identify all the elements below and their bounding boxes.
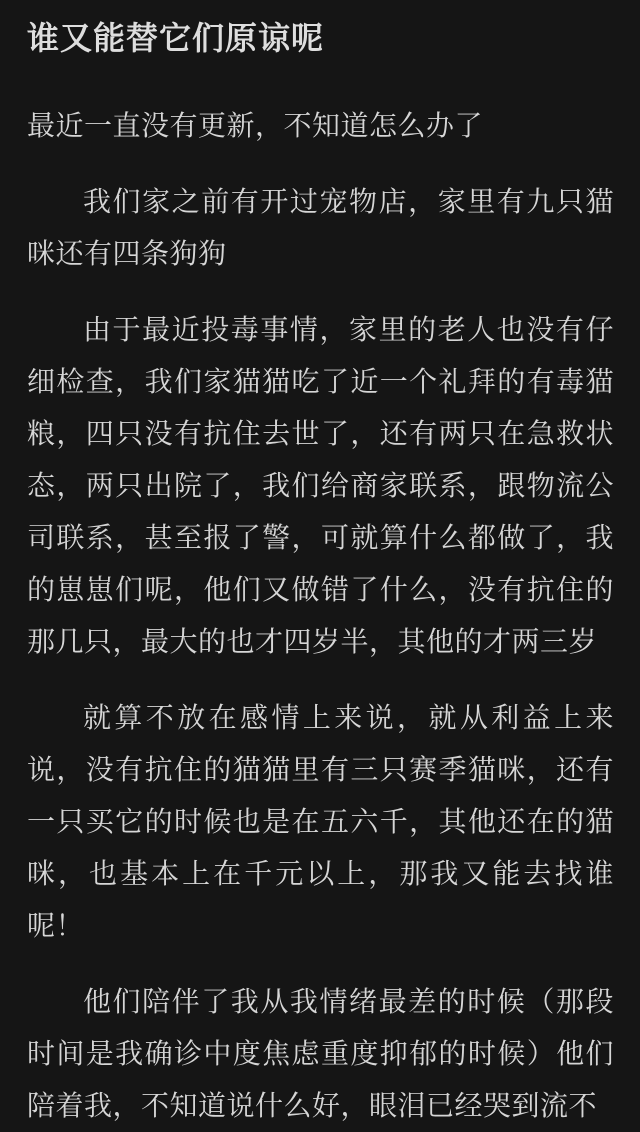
paragraph: 就算不放在感情上来说，就从利益上来说，没有抗住的猫猫里有三只赛季猫咪，还有一只买它的时候也是在五六千，其他还在的猫咪，也基本上在千元以上，那我又能去找谁呢！ [27, 702, 614, 941]
page-title: 谁又能替它们原谅呢 [27, 20, 325, 56]
paragraph: 由于最近投毒事情，家里的老人也没有仔细检查，我们家猫猫吃了近一个礼拜的有毒猫粮，四只没有抗住去世了，还有两只在急救状态，两只出院了，我们给商家联系，跟物流公司联系，甚至报了警，可就算什么都做了，我的崽崽们呢，他们又做错了什么，没有抗住的那几只，最大的也才四岁半，其他的才两三岁 [27, 314, 614, 657]
article-body [27, 100, 614, 1132]
paragraph: 他们陪伴了我从我情绪最差的时候（那段时间是我确诊中度焦虑重度抑郁的时候）他们陪着我，不知道说什么好，眼泪已经哭到流不 [27, 986, 614, 1121]
paragraph: 最近一直没有更新，不知道怎么办了 [27, 110, 484, 141]
paragraph: 我们家之前有开过宠物店，家里有九只猫咪还有四条狗狗 [27, 186, 614, 269]
